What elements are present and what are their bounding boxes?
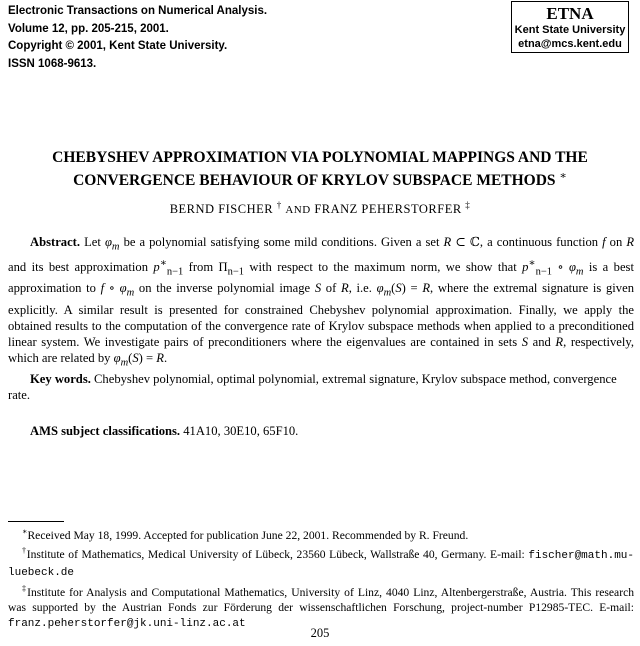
- footnote-divider: [8, 521, 64, 522]
- etna-logo-box: [511, 1, 629, 53]
- page-number: 205: [310, 626, 330, 640]
- author-and: AND: [285, 204, 311, 217]
- footnote-received: ∗Received May 18, 1999. Accepted for publication June 22, 2001. Recommended by R. Freund.: [22, 527, 469, 542]
- journal-copyright: Copyright © 2001, Kent State University.: [8, 40, 228, 52]
- title-footnote-mark: ∗: [559, 170, 567, 182]
- ams-codes: 41A10, 30E10, 65F10.: [183, 424, 299, 438]
- title-line-2: CONVERGENCE BEHAVIOUR OF KRYLOV SUBSPACE METHODS ∗: [73, 170, 567, 190]
- etna-university: Kent State University: [514, 24, 626, 36]
- footnote-fischer: †Institute of Mathematics, Medical University of Lübeck, 23560 Lübeck, Wallstraße 40, Germany. E-mail: fischer@math.mu-luebeck.de: [8, 545, 634, 579]
- journal-name: Electronic Transactions on Numerical Analysis.: [8, 5, 268, 17]
- journal-issn: ISSN 1068-9613.: [8, 57, 97, 70]
- keywords: [8, 371, 634, 403]
- footnotes: [8, 524, 634, 632]
- title-line-1: CHEBYSHEV APPROXIMATION VIA POLYNOMIAL MAPPINGS AND THE: [52, 149, 588, 166]
- etna-email: etna@mcs.kent.edu: [518, 38, 622, 50]
- journal-volume: Volume 12, pp. 205-215, 2001.: [8, 22, 169, 35]
- ams-classification: [8, 423, 634, 439]
- author-peherstorfer: FRANZ PEHERSTORFER: [314, 202, 462, 217]
- author-peherstorfer-mark: ‡: [465, 200, 471, 210]
- paper-title: [0, 148, 640, 190]
- etna-title: ETNA: [546, 4, 594, 23]
- footnote-peherstorfer: ‡Institute for Analysis and Computational Mathematics, University of Linz, 4040 Linz, Altenbergerstraße, Austria. This research was supported by the Austrian Fonds zur Förderung der wissenschaftlichen Forschung, project-number P12985-TEC. E-mail: franz.peherstorfer@jk.uni-linz.ac.at: [8, 583, 635, 630]
- abstract-label: Abstract.: [30, 235, 81, 249]
- fischer-email: fischer@math.mu-luebeck.de: [8, 549, 634, 579]
- peherstorfer-email: franz.peherstorfer@jk.uni-linz.ac.at: [8, 617, 246, 630]
- author-fischer-mark: †: [276, 200, 282, 210]
- author-line: [0, 200, 640, 217]
- keywords-label: Key words.: [30, 372, 91, 386]
- keywords-text: Chebyshev polynomial, optimal polynomial, extremal signature, Krylov subspace method, convergence rate.: [8, 372, 617, 402]
- abstract: Abstract. Let $\varphi_m$ be a polynomial satisfying some mild conditions. Given a set R ⊂ ℂ, a continuous function f on R and its best approximation $p^∗_{n-1}$ from $\Pi_{n-1}$ with respect to the maximum norm, we show that $p^∗_{n-1}$ ∘ $\varphi_m$ is a best approximation to f ∘ $\varphi_m$ on the inverse polynomial image S of R, i.e. $\varphi_m(S) = R$, where the extremal signature is given explicitly. A similar result is presented for constrained Chebyshev polynomial approximation. Finally, we apply the obtained results to the computation of the convergence rate of Krylov subspace methods when applied to a preconditioned linear system. We investigate pairs of preconditioners where the eigenvalues are contained in sets S and R, respectively, which are related by $\varphi_m(S) = R$.: [8, 235, 635, 369]
- author-fischer: BERND FISCHER: [169, 202, 274, 217]
- journal-info: [8, 3, 267, 73]
- ams-label: AMS subject classifications.: [30, 424, 181, 438]
